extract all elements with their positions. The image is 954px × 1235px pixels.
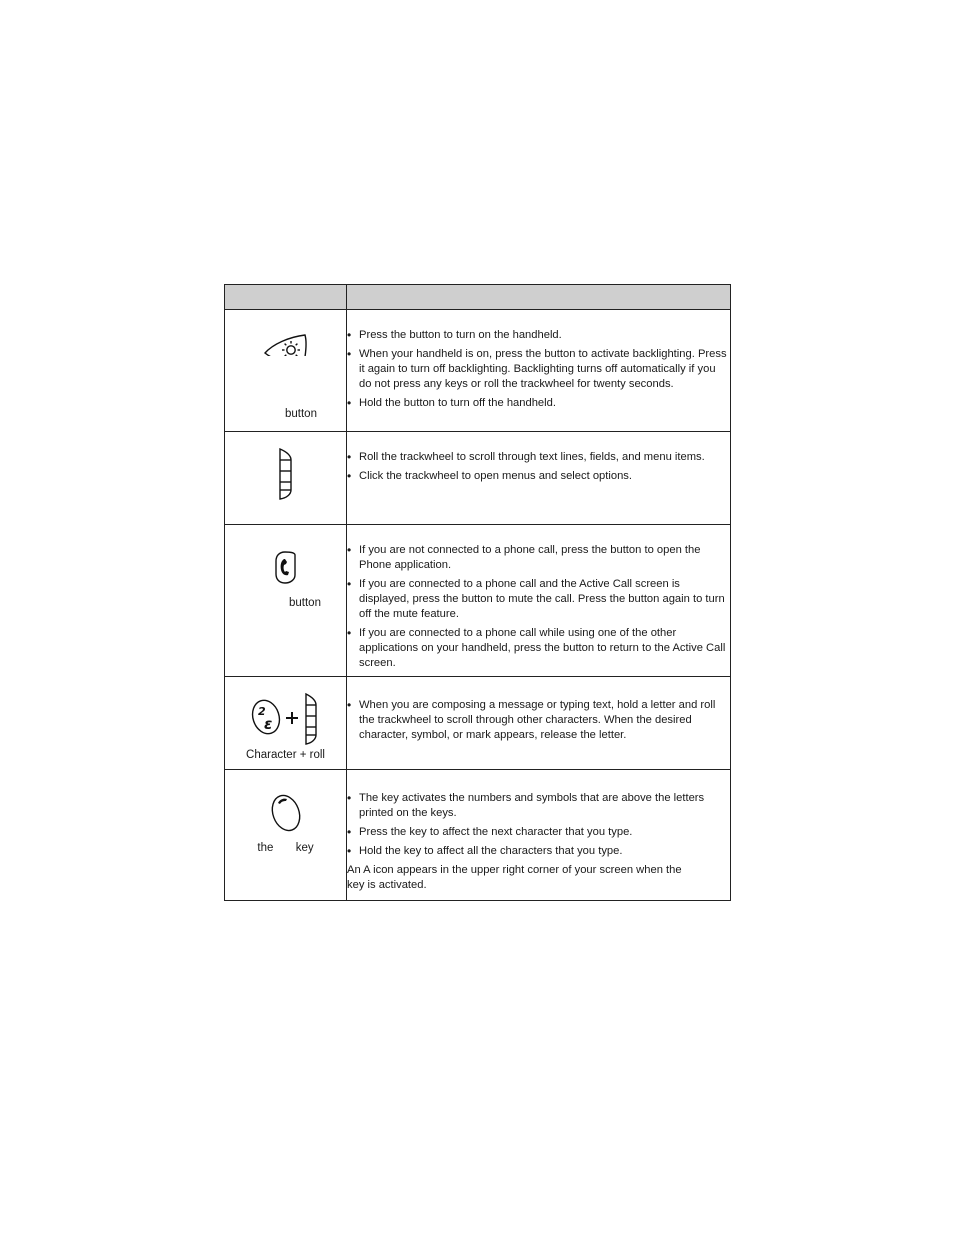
character-plus-trackwheel-icon [225, 677, 346, 745]
bullet-item: • Hold the key to affect all the characters that you type. [347, 844, 730, 859]
bullet-item: • Press the button to turn on the handheld. [347, 328, 730, 343]
header-cell-description [347, 285, 731, 310]
bullet-item: • Hold the button to turn off the handheld. [347, 396, 730, 411]
key-cell [225, 432, 347, 525]
key-cell [225, 525, 347, 677]
phone-button-icon [225, 525, 346, 587]
key-cell [225, 310, 347, 432]
bullet-list [347, 450, 730, 484]
svg-text:2: 2 [258, 705, 266, 718]
bullet-list [347, 698, 730, 743]
description-cell [347, 770, 731, 901]
bullet-item: • Roll the trackwheel to scroll through text lines, fields, and menu items. [347, 450, 730, 465]
bullet-item: • If you are connected to a phone call while using one of the other applications on your handheld, press the button to return to the Active Call screen. [347, 626, 730, 671]
table-row [225, 525, 731, 677]
key-caption: button [285, 408, 317, 420]
description-cell [347, 525, 731, 677]
bullet-list [347, 791, 730, 859]
table-row [225, 310, 731, 432]
bullet-list [347, 543, 730, 671]
key-cell [225, 770, 347, 901]
bullet-item: • If you are not connected to a phone call, press the button to open the Phone application. [347, 543, 730, 573]
table-header-row [225, 285, 731, 310]
alt-key-note: An A icon appears in the upper right corner of your screen when the key is activated. [347, 864, 682, 891]
table-row [225, 432, 731, 525]
bullet-item: • Click the trackwheel to open menus and select options. [347, 469, 730, 484]
table-row [225, 677, 731, 770]
key-caption: the key [257, 842, 314, 854]
description-cell [347, 310, 731, 432]
trackwheel-icon [225, 432, 346, 504]
header-cell-key [225, 285, 347, 310]
key-caption: Character + roll [246, 749, 325, 761]
description-cell [347, 677, 731, 770]
bullet-item: • When your handheld is on, press the button to activate backlighting. Press it again to turn off backlighting. Backlighting turns off automatically if you do not press any keys or roll the trackwheel for twenty seconds. [347, 347, 730, 392]
bullet-item: • When you are composing a message or typing text, hold a letter and roll the trackwheel to scroll through other characters. When the desired character, symbol, or mark appears, release the letter. [347, 698, 730, 743]
table-row [225, 770, 731, 901]
key-cell [225, 677, 347, 770]
alt-key-icon [225, 770, 346, 838]
key-caption: button [289, 597, 321, 609]
bullet-item: • If you are connected to a phone call and the Active Call screen is displayed, press the button to mute the call. Press the button again to turn off the mute feature. [347, 577, 730, 622]
key-reference-table [224, 284, 731, 901]
bullet-item: • The key activates the numbers and symbols that are above the letters printed on the keys. [347, 791, 730, 821]
svg-text:ε: ε [264, 715, 273, 733]
bullet-list [347, 328, 730, 411]
power-backlight-button-icon [225, 310, 346, 356]
description-cell [347, 432, 731, 525]
bullet-item: • Press the key to affect the next character that you type. [347, 825, 730, 840]
